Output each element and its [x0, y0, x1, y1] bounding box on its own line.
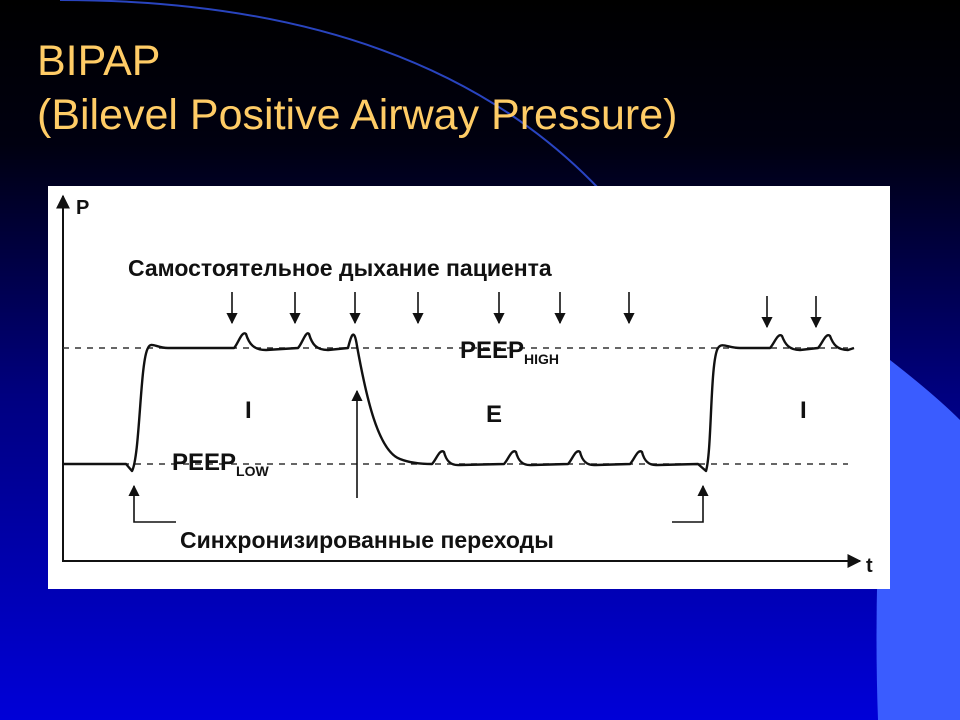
- bipap-pressure-diagram: [48, 186, 890, 589]
- peep-low-main: PEEP: [172, 449, 237, 476]
- transition-bracket-right: [672, 516, 703, 522]
- transition-bracket-left: [134, 516, 176, 522]
- phase-label-inspiration-2: I: [800, 397, 807, 424]
- spontaneous-breath-arrows: [232, 292, 816, 327]
- diagram-panel: [48, 186, 890, 589]
- slide-title: [37, 34, 677, 142]
- phase-label-inspiration-1: I: [245, 397, 252, 424]
- y-axis-label: P: [76, 197, 90, 219]
- peep-high-subscript: HIGH: [524, 351, 560, 367]
- peep-high-main: PEEP: [460, 337, 525, 364]
- phase-label-expiration: E: [486, 401, 503, 428]
- synchronized-transitions-label: Синхронизированные переходы: [180, 527, 554, 553]
- peep-high-label: [460, 337, 559, 367]
- title-line-1: BIPAP: [37, 37, 161, 85]
- spontaneous-breathing-label: Самостоятельное дыхание пациента: [128, 255, 552, 281]
- peep-low-subscript: LOW: [236, 463, 269, 479]
- x-axis-label: t: [866, 555, 873, 577]
- title-line-2: (Bilevel Positive Airway Pressure): [37, 91, 678, 139]
- peep-low-label: [172, 449, 269, 479]
